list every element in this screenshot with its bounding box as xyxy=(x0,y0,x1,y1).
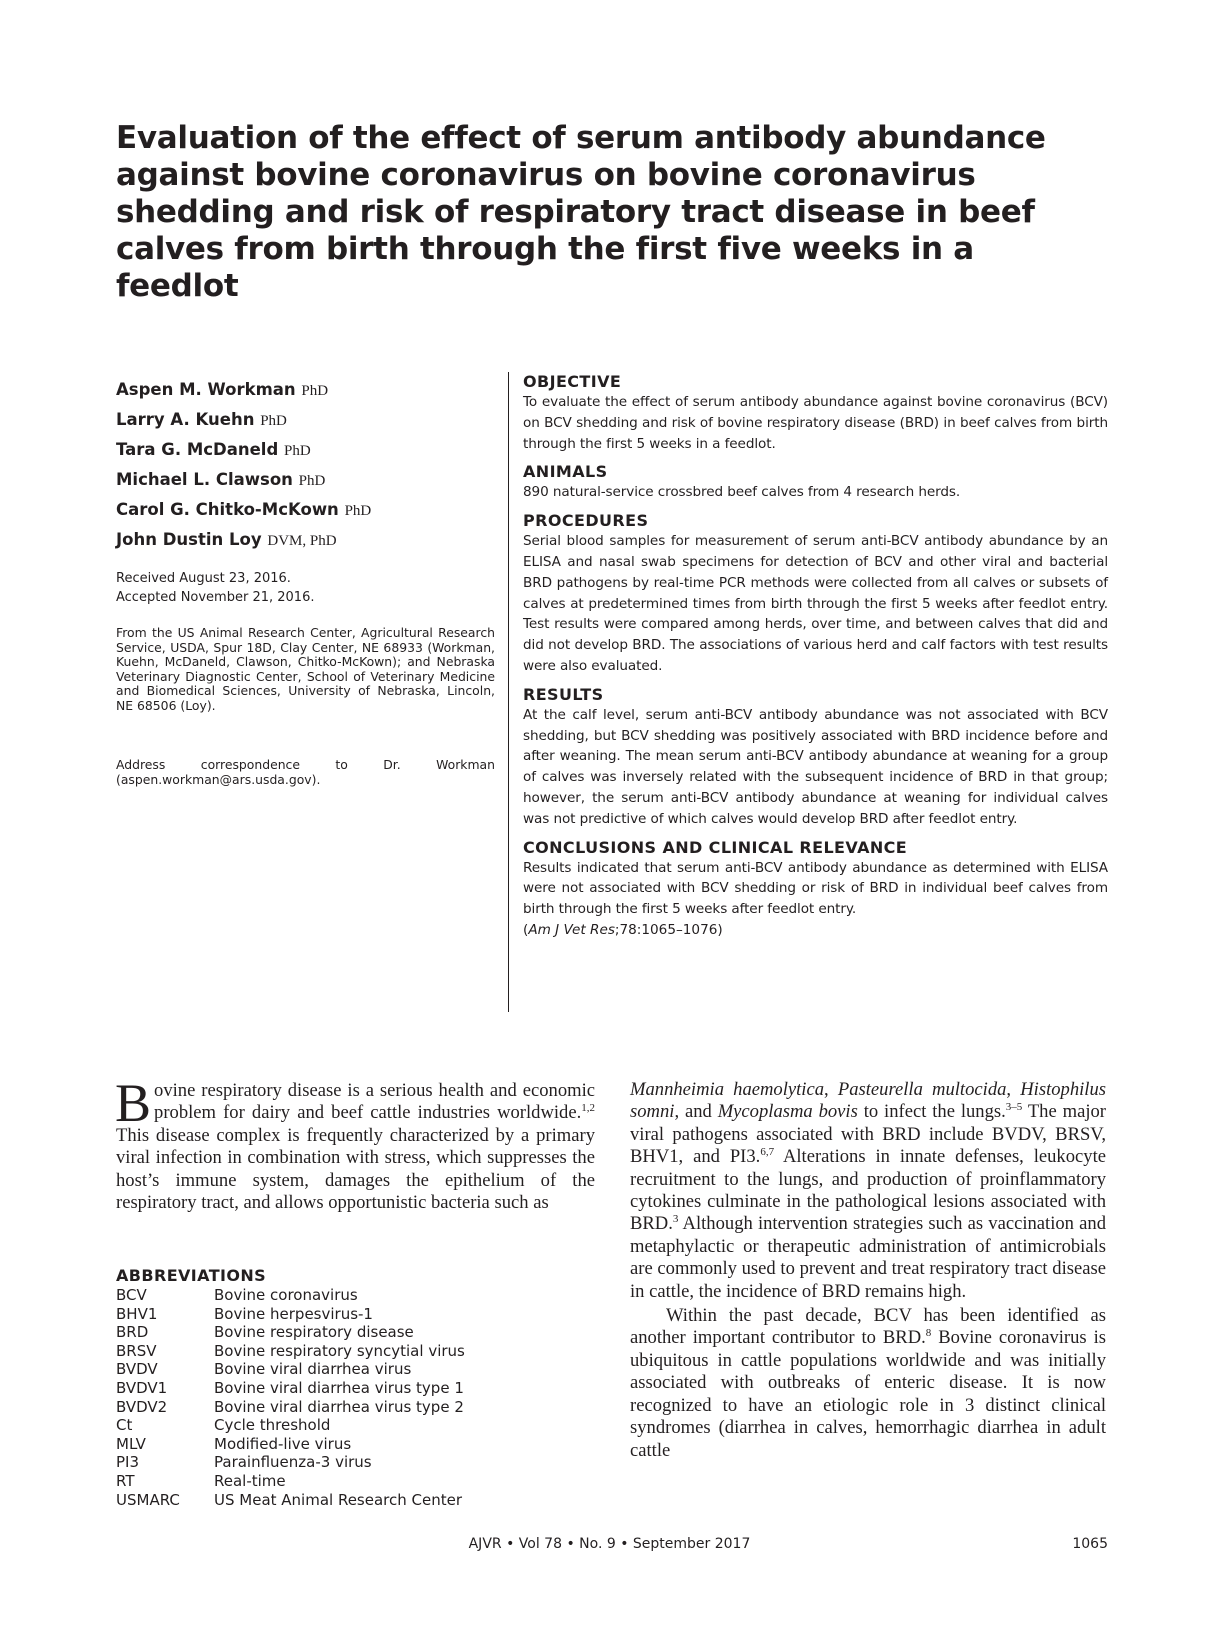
abbreviation-row xyxy=(116,1491,596,1510)
text-run: Within the past decade, BCV has been identified as another important contributor to BRD. xyxy=(630,1305,1106,1349)
abbreviation-row xyxy=(116,1305,596,1324)
abbreviation-definition: Parainfluenza-3 virus xyxy=(214,1453,372,1472)
abstract-heading: PROCEDURES xyxy=(523,511,649,531)
intro-text: ovine respiratory disease is a serious health and economic problem for dairy and beef cattle industries worldwide. xyxy=(154,1080,595,1124)
structured-abstract xyxy=(508,372,1108,1012)
abstract-heading: OBJECTIVE xyxy=(523,372,622,391)
abbreviation-term: BRD xyxy=(116,1323,149,1342)
abstract-heading: CONCLUSIONS AND CLINICAL RELEVANCE xyxy=(523,837,908,857)
abbreviation-definition: Bovine viral diarrhea virus type 2 xyxy=(214,1397,464,1416)
author-name: Carol G. Chitko-McKown xyxy=(116,500,339,519)
abstract-text: 890 natural-service crossbred beef calves from 4 research herds. xyxy=(523,484,961,501)
citation-superscript: 1,2 xyxy=(581,1102,595,1115)
author-name: Michael L. Clawson xyxy=(116,470,293,489)
abbreviations-list xyxy=(116,1286,596,1509)
abbreviation-term: BVDV2 xyxy=(116,1397,168,1416)
author-name: John Dustin Loy xyxy=(116,530,262,549)
abbreviations-heading: ABBREVIATIONS xyxy=(116,1266,267,1285)
author-degree: PhD xyxy=(260,413,287,429)
author-name: Aspen M. Workman xyxy=(116,380,296,399)
author-name: Tara G. McDaneld xyxy=(116,440,279,459)
accepted-date: Accepted November 21, 2016. xyxy=(116,590,315,605)
abstract-text: Results indicated that serum anti-BCV antibody abundance as determined with ELISA were not associated with BCV shedding or risk of BRD in individual beef calves from birth through the first 5 weeks after feedlot entry. xyxy=(523,859,1108,918)
organism-name: Mycoplasma bovis xyxy=(717,1101,858,1123)
author xyxy=(116,438,496,468)
body-paragraph xyxy=(630,1305,1106,1462)
abbreviation-definition: Bovine viral diarrhea virus xyxy=(214,1360,412,1379)
abbreviation-definition: Bovine herpesvirus-1 xyxy=(214,1304,373,1323)
abbreviation-term: USMARC xyxy=(116,1490,180,1509)
organism-name: Mannheimia haemolytica xyxy=(630,1079,825,1100)
organism-name: Histophilus somni xyxy=(630,1079,1106,1123)
author xyxy=(116,498,496,528)
body-paragraph xyxy=(630,1079,1106,1303)
abstract-text: At the calf level, serum anti-BCV antibody abundance was not associated with BCV shedding, but BCV shedding was positively associated with BRD incidence before and after weaning. The mean serum anti-BCV antibody abundance at weaning for a group of calves was inversely related with the subsequent incidence of BRD in that group; however, the serum anti-BCV antibody abundance at weaning for individual calves was not predictive of which calves would develop BRD after feedlot entry. xyxy=(523,706,1108,827)
abbreviation-definition: Bovine coronavirus xyxy=(214,1286,358,1304)
citation-superscript: 3–5 xyxy=(1005,1101,1023,1114)
text-run: to infect the lungs. xyxy=(857,1101,1006,1123)
text-run: Although intervention strategies such as vaccination and metaphylactic or therapeutic administration of antimicrobials are commonly used to prevent and treat respiratory tract disease in cattle, the incidence of BRD remains high. xyxy=(630,1213,1106,1302)
journal-citation: (Am J Vet Res;78:1065–1076) xyxy=(523,921,723,938)
author-degree: PhD xyxy=(344,503,372,519)
intro-paragraph xyxy=(115,1073,595,1214)
author-degree: PhD xyxy=(301,383,329,399)
author-degree: DVM, PhD xyxy=(267,533,337,549)
abbreviation-definition: Modified-live virus xyxy=(214,1434,352,1453)
author-affiliation: From the US Animal Research Center, Agricultural Research Service, USDA, Spur 18D, Clay Center, NE 68933 (Workman, Kuehn, McDaneld, Clawson, Chitko-McKown); and Nebraska Veterinary Diagnostic Center, School of Veterinary Medicine and Biomedical Sciences, University of Nebraska, Lincoln, NE 68506 (Loy). xyxy=(116,625,495,713)
author xyxy=(116,378,496,408)
abbreviation-definition: Cycle threshold xyxy=(214,1416,331,1435)
abbreviation-row xyxy=(116,1398,596,1417)
citation-journal: Am J Vet Res xyxy=(528,921,615,938)
abbreviation-row xyxy=(116,1360,596,1379)
abbreviation-term: BCV xyxy=(116,1286,147,1304)
author-degree: PhD xyxy=(298,473,326,489)
abbreviation-term: RT xyxy=(116,1471,135,1490)
abbreviation-term: BHV1 xyxy=(116,1304,158,1323)
author xyxy=(116,408,496,438)
body-left-column xyxy=(115,1073,595,1214)
abbreviation-term: MLV xyxy=(116,1434,146,1453)
abbreviation-term: BVDV1 xyxy=(116,1378,168,1397)
abstract-heading: ANIMALS xyxy=(523,462,608,482)
abstract-results xyxy=(523,685,1108,830)
abbreviation-definition: US Meat Animal Research Center xyxy=(214,1490,463,1509)
abbreviation-row xyxy=(116,1416,596,1435)
abbreviation-definition: Bovine respiratory disease xyxy=(214,1323,414,1342)
author-name: Larry A. Kuehn xyxy=(116,410,255,429)
abbreviation-row xyxy=(116,1379,596,1398)
abbreviation-term: BRSV xyxy=(116,1341,157,1360)
abstract-heading: RESULTS xyxy=(523,684,604,704)
manuscript-dates xyxy=(116,569,496,607)
abbreviation-row xyxy=(116,1472,596,1491)
abstract-conclusions xyxy=(523,838,1108,941)
received-date: Received August 23, 2016. xyxy=(116,571,291,586)
abstract-text: To evaluate the effect of serum antibody abundance against bovine coronavirus (BCV) on BCV shedding and risk of bovine respiratory disease (BRD) in beef calves from birth through the first 5 weeks in a feedlot. xyxy=(523,394,1108,452)
abbreviation-term: BVDV xyxy=(116,1360,158,1379)
abbreviations-box xyxy=(116,1266,596,1509)
abbreviation-term: PI3 xyxy=(116,1453,140,1472)
body-right-column xyxy=(630,1079,1106,1462)
abstract-text: Serial blood samples for measurement of serum anti-BCV antibody abundance by an ELISA and nasal swab specimens for detection of BCV and other viral and bacterial BRD pathogens by real-time PCR methods were collected from all calves or subsets of calves at predetermined times from birth through the first 5 weeks after feedlot entry. Test results were compared among herds, over time, and between calves that did and did not develop BRD. The associations of various herd and calf factors with test results were also evaluated. xyxy=(523,533,1108,674)
abbreviation-definition: Bovine respiratory syncytial virus xyxy=(214,1341,465,1360)
text-run: The major viral pathogens associated with BRD include BVDV, BRSV, BHV1, and PI3. xyxy=(630,1101,1106,1168)
correspondence-address: Address correspondence to Dr. Workman (aspen.workman@ars.usda.gov). xyxy=(116,757,495,787)
drop-cap: B xyxy=(115,1073,152,1133)
abbreviation-row xyxy=(116,1286,596,1305)
abbreviation-row xyxy=(116,1342,596,1361)
abbreviation-definition: Real-time xyxy=(214,1471,286,1490)
abstract-objective xyxy=(523,372,1108,454)
text-run: , xyxy=(824,1079,838,1100)
abstract-animals xyxy=(523,462,1108,503)
footer-journal-info: AJVR • Vol 78 • No. 9 • September 2017 xyxy=(468,1536,751,1552)
citation-superscript: 8 xyxy=(925,1327,932,1340)
author xyxy=(116,468,496,498)
author-degree: PhD xyxy=(284,443,311,459)
abbreviation-term: Ct xyxy=(116,1416,133,1435)
text-run: , and xyxy=(674,1101,718,1123)
text-run: Bovine coronavirus is ubiquitous in cattle populations worldwide and was initially associated with outbreaks of enteric disease. It is now recognized to have an etiologic role in 3 distinct clinical syndromes (diarrhea in calves, hemorrhagic diarrhea in adult cattle xyxy=(630,1327,1106,1461)
abbreviation-row xyxy=(116,1453,596,1472)
citation-superscript: 3 xyxy=(672,1213,679,1226)
text-run: , xyxy=(1006,1079,1021,1100)
citation-superscript: 6,7 xyxy=(760,1146,775,1159)
page-number: 1065 xyxy=(1072,1536,1108,1552)
intro-text: This disease complex is frequently characterized by a primary viral infection in combination with stress, which suppresses the host’s immune system, damages the epithelium of the respiratory tract, and allows opportunistic bacteria such as xyxy=(116,1124,595,1214)
organism-name: Pasteurella multocida xyxy=(837,1079,1007,1100)
abbreviation-definition: Bovine viral diarrhea virus type 1 xyxy=(214,1378,464,1397)
author xyxy=(116,528,496,558)
abbreviation-row xyxy=(116,1435,596,1454)
abbreviation-row xyxy=(116,1323,596,1342)
author-list xyxy=(116,378,496,558)
abstract-procedures xyxy=(523,511,1108,677)
citation-ref: ;78:1065–1076) xyxy=(614,921,723,938)
text-run: Alterations in innate defenses, leukocyte recruitment to the lungs, and production of proinflammatory cytokines culminate in the pathological lesions associated with BRD. xyxy=(630,1146,1106,1235)
article-title: Evaluation of the effect of serum antibody abundance against bovine coronavirus on bovine coronavirus shedding and risk of respiratory tract disease in beef calves from birth through the first five weeks in a feedlot xyxy=(116,120,1046,304)
